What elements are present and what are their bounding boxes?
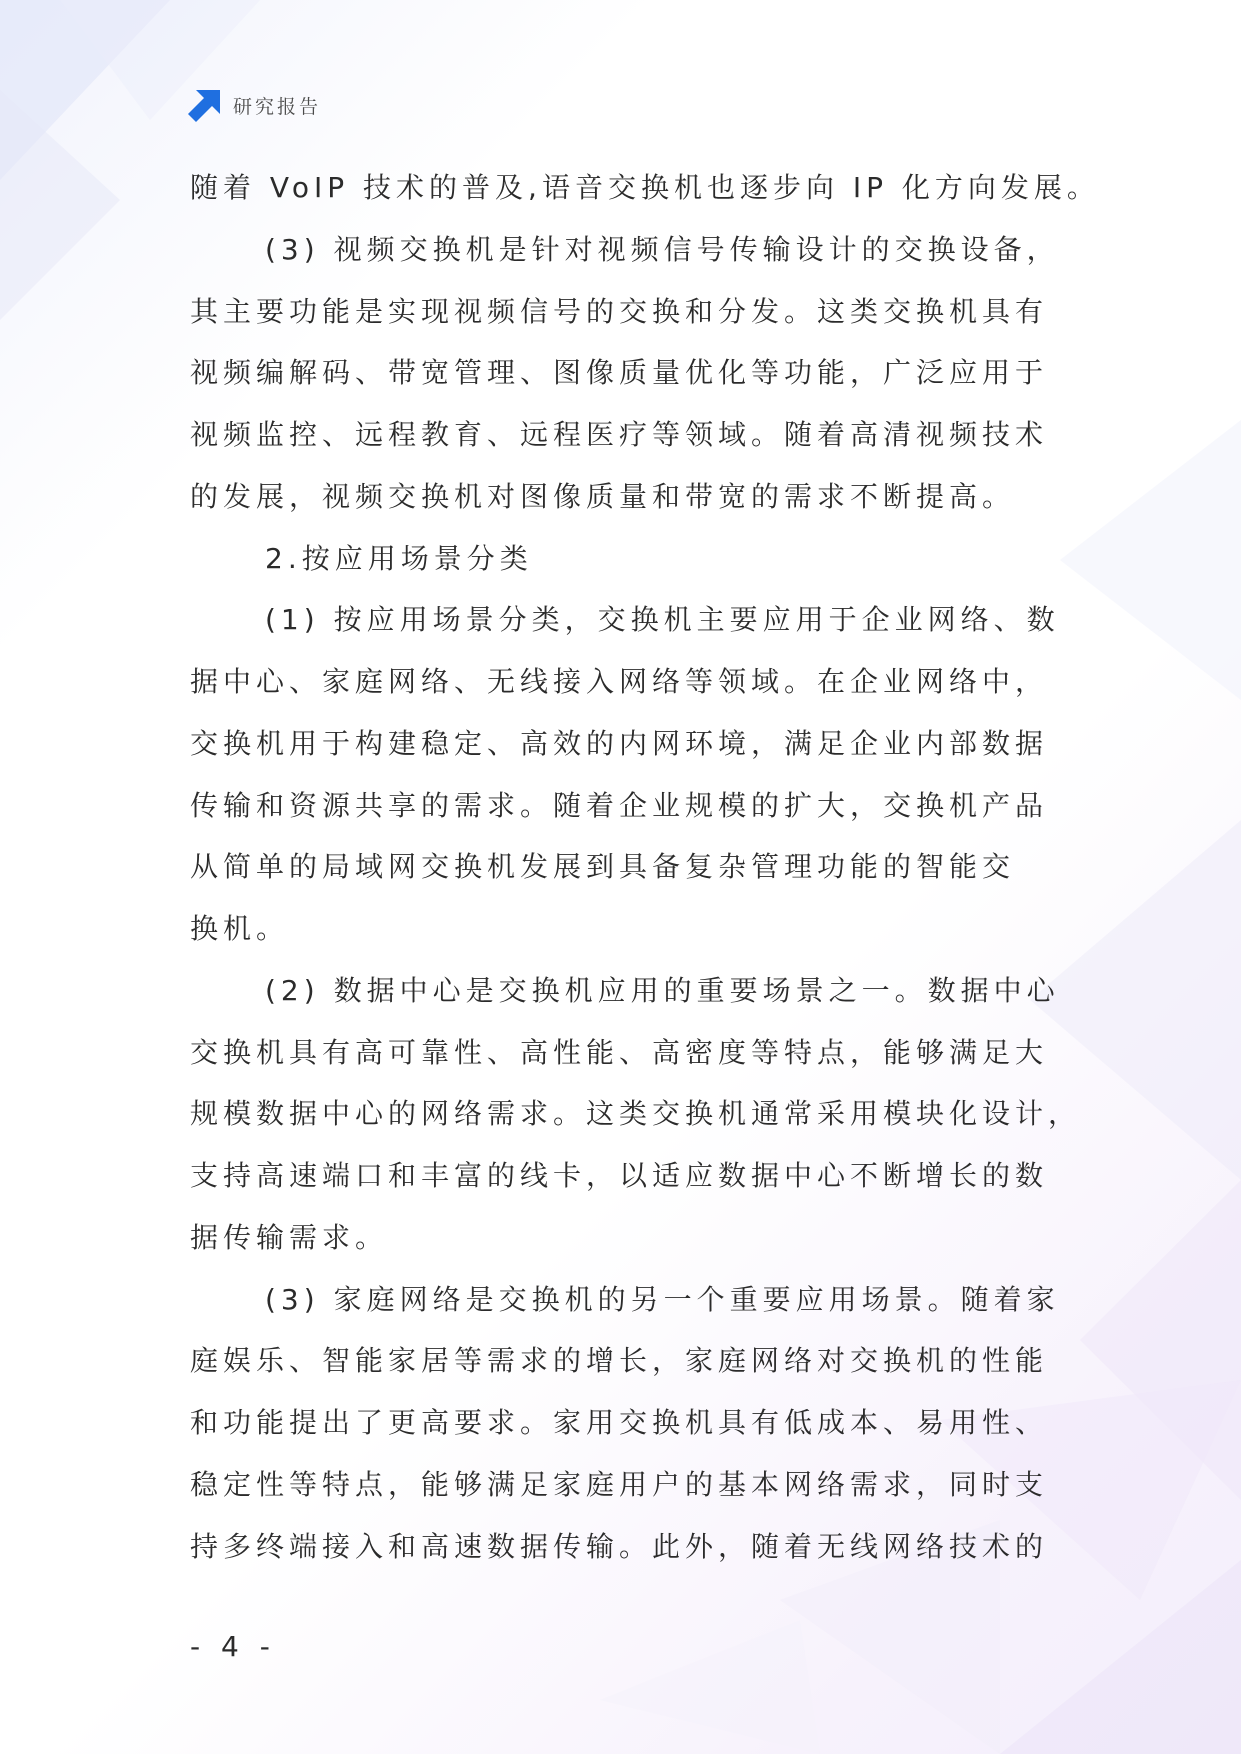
page-number: - 4 - bbox=[190, 1630, 276, 1663]
text-line: 据中心、家庭网络、无线接入网络等领域。在企业网络中， bbox=[190, 665, 1049, 698]
text-line: 视频编解码、带宽管理、图像质量优化等功能，广泛应用于 bbox=[190, 356, 1049, 390]
text-line: (3) 家庭网络是交换机的另一个重要应用场景。随着家 bbox=[265, 1282, 1060, 1316]
text-line: 的发展，视频交换机对图像质量和带宽的需求不断提高。 bbox=[190, 479, 1016, 513]
text-line: 稳定性等特点，能够满足家庭用户的基本网络需求，同时支 bbox=[190, 1467, 1049, 1501]
paragraph-video-switch bbox=[190, 219, 1150, 528]
text-line: 随着 VoIP 技术的普及,语音交换机也逐步向 IP 化方向发展。 bbox=[190, 171, 1100, 204]
text-line: 从简单的局域网交换机发展到具备复杂管理功能的智能交 bbox=[190, 850, 1016, 884]
text-line: 视频监控、远程教育、远程医疗等领域。随着高清视频技术 bbox=[190, 418, 1049, 451]
text-line: 传输和资源共享的需求。随着企业规模的扩大，交换机产品 bbox=[190, 788, 1049, 822]
report-header bbox=[188, 89, 321, 122]
paragraph-data-center bbox=[190, 960, 1150, 1269]
text-line: 支持高速端口和丰富的线卡，以适应数据中心不断增长的数 bbox=[190, 1159, 1049, 1192]
header-title: 研究报告 bbox=[233, 96, 322, 118]
text-line: 交换机用于构建稳定、高效的内网环境，满足企业内部数据 bbox=[190, 726, 1049, 760]
text-line: 其主要功能是实现视频信号的交换和分发。这类交换机具有 bbox=[190, 294, 1049, 328]
text-line: 持多终端接入和高速数据传输。此外，随着无线网络技术的 bbox=[190, 1529, 1049, 1563]
text-line: 换机。 bbox=[190, 912, 290, 945]
text-line: (1) 按应用场景分类，交换机主要应用于企业网络、数 bbox=[265, 603, 1060, 637]
paragraph-enterprise-network bbox=[190, 589, 1150, 960]
paragraph-voip-continuation bbox=[190, 157, 1150, 219]
text-line: 交换机具有高可靠性、高性能、高密度等特点，能够满足大 bbox=[190, 1035, 1049, 1069]
section-heading: 2.按应用场景分类 bbox=[265, 541, 533, 575]
arrow-up-right-icon bbox=[188, 89, 221, 122]
text-line: 庭娱乐、智能家居等需求的增长，家庭网络对交换机的性能 bbox=[190, 1344, 1049, 1378]
text-line: 规模数据中心的网络需求。这类交换机通常采用模块化设计， bbox=[190, 1097, 1082, 1131]
paragraph-home-network bbox=[190, 1269, 1150, 1578]
text-line: 和功能提出了更高要求。家用交换机具有低成本、易用性、 bbox=[190, 1406, 1049, 1439]
document-body bbox=[190, 157, 1150, 1577]
text-line: (2) 数据中心是交换机应用的重要场景之一。数据中心 bbox=[265, 973, 1060, 1007]
text-line: (3) 视频交换机是针对视频信号传输设计的交换设备， bbox=[265, 232, 1060, 266]
text-line: 据传输需求。 bbox=[190, 1220, 389, 1254]
